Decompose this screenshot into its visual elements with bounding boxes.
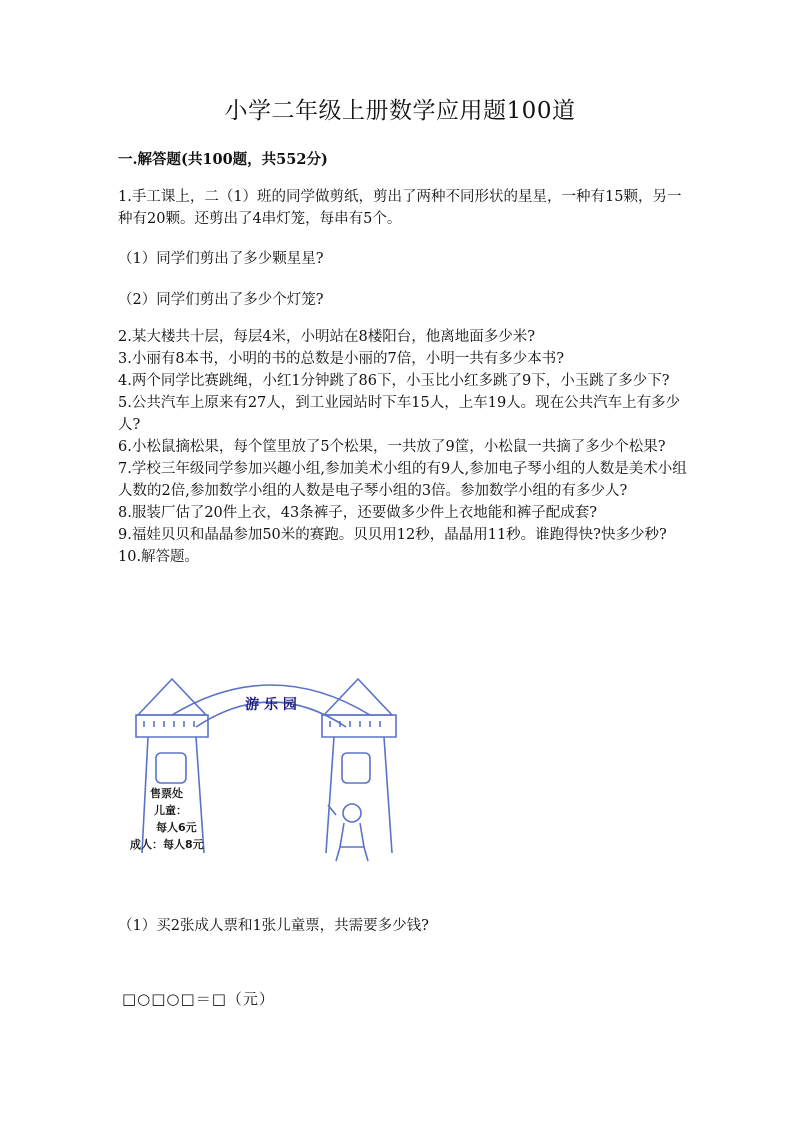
question-8: 8.服装厂估了20件上衣，43条裤子，还要做多少件上衣地能和裤子配成套? [118,505,598,521]
ticket-office-label: 售票处 [150,787,183,800]
right-window [342,753,370,783]
answer-formula: □○□○□＝□（元） [122,990,275,1008]
child-body [328,805,364,847]
question-list [118,326,688,568]
question-9: 9.福娃贝贝和晶晶参加50米的赛跑。贝贝用12秒，晶晶用11秒。谁跑得快?快多少秒? [118,527,667,543]
question-5: 5.公共汽车上原来有27人，到工业园站时下车15人，上车19人。现在公共汽车上有多少人? [118,395,681,433]
question-1-part-2: （2）同学们剪出了多少个灯笼? [118,292,324,308]
right-tower-body [326,737,392,853]
question-6: 6.小松鼠摘松果，每个筐里放了5个松果，一共放了9筐，小松鼠一共摘了多少个松果? [118,439,666,455]
amusement-park-illustration [126,665,416,875]
question-10: 10.解答题。 [118,549,200,565]
page-title: 小学二年级上册数学应用题100道 [224,98,576,124]
park-gate-drawing [126,665,416,875]
question-4: 4.两个同学比赛跳绳，小红1分钟跳了86下，小玉比小红多跳了9下，小玉跳了多少下? [118,373,670,389]
question-7: 7.学校三年级同学参加兴趣小组,参加美术小组的有9人,参加电子琴小组的人数是美术小组人数的2倍,参加数学小组的人数是电子琴小组的3倍。参加数学小组的有多少人? [118,461,687,499]
left-window [156,753,186,783]
child-head [343,804,361,822]
adult-price-label: 成人：每人8元 [130,838,204,851]
arch-label: 游 乐 园 [245,697,297,713]
question-1: 1.手工课上，二（1）班的同学做剪纸，剪出了两种不同形状的星星，一种有15颗，另一种有20颗。还剪出了4串灯笼，每串有5个。 [118,189,682,227]
left-tower-roof [138,679,206,715]
question-3: 3.小丽有8本书，小明的书的总数是小丽的7倍，小明一共有多少本书? [118,351,565,367]
question-1-part-1: （1）同学们剪出了多少颗星星? [118,251,324,267]
question-2: 2.某大楼共十层，每层4米，小明站在8楼阳台，他离地面多少米? [118,329,536,345]
child-price-value: 每人6元 [156,821,197,834]
child-price-label: 儿童： [154,804,187,817]
question-10-part-1: （1）买2张成人票和1张儿童票，共需要多少钱? [118,918,429,934]
section-heading: 一.解答题(共100题，共552分) [118,151,328,168]
